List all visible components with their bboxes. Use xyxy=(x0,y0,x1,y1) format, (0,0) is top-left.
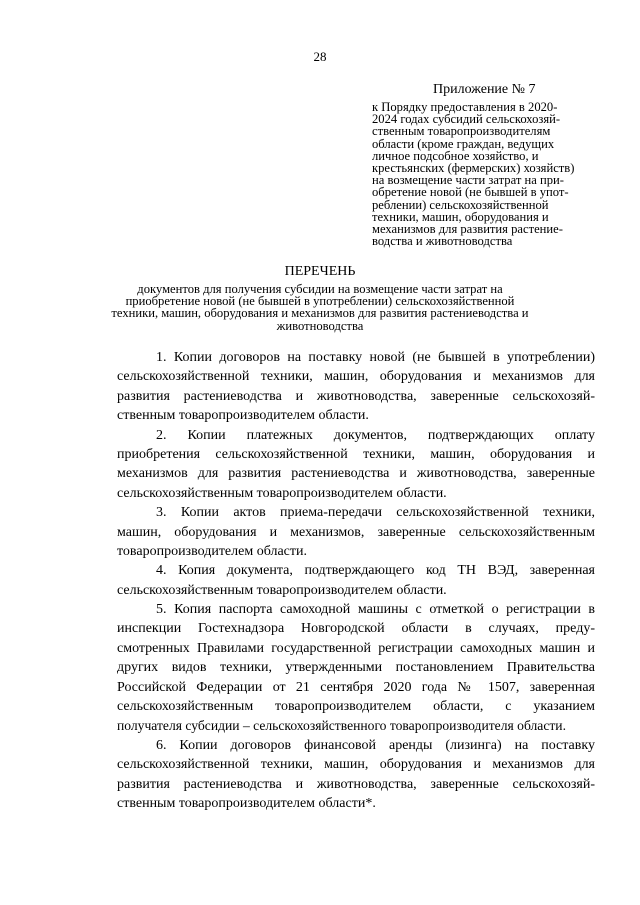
appendix-reference-line: реблении) сельскохозяйственной xyxy=(372,197,549,212)
document-subtitle-line: документов для получения субсидии на возмещение части затрат на xyxy=(137,282,503,296)
appendix-reference xyxy=(372,101,574,247)
list-item-line: сельскохозяйственным товаропроизводителем области. xyxy=(117,485,447,501)
appendix-title: Приложение № 7 xyxy=(433,82,536,97)
list-item-line: сельскохозяйственной техники, машин, оборудования и механизмов для xyxy=(117,369,595,385)
list-item-line: 1. Копии договоров на поставку новой (не бывшей в употреблении) xyxy=(156,350,595,365)
list-item-line: ственным товаропроизводителем области. xyxy=(117,408,369,424)
list-item-line: 5. Копия паспорта самоходной машины с отметкой о регистрации в xyxy=(156,602,595,618)
list-item-line: Российской Федерации от 21 сентября 2020 года № 1507, заверенная xyxy=(117,679,595,695)
page-number: 28 xyxy=(313,49,327,64)
list-item-line: 6. Копии договоров финансовой аренды (лизинга) на поставку xyxy=(156,737,595,753)
list-item-line: 2. Копии платежных документов, подтверждающих оплату xyxy=(156,427,595,443)
list-item-line: 4. Копия документа, подтверждающего код ТН ВЭД, заверенная xyxy=(156,563,595,579)
list-item-line: товаропроизводителем области. xyxy=(117,543,308,559)
list-item-line: развития растениеводства и животноводства, заверенные сельскохозяй- xyxy=(117,776,595,792)
list-item-line: смотренных Правилами государственной регистрации самоходных машин и xyxy=(117,640,595,656)
list-item-line: 3. Копии актов приема-передачи сельскохозяйственной техники, xyxy=(156,505,595,521)
list-item-line: получателя субсидии – сельскохозяйственного товаропроизводителя области. xyxy=(117,718,566,734)
appendix-reference-line: области (кроме граждан, ведущих xyxy=(372,136,555,151)
list-item-line: машин, оборудования и механизмов, заверенные сельскохозяйственным xyxy=(117,524,595,540)
appendix-reference-line: крестьянских (фермерских) хозяйств) xyxy=(372,161,575,176)
list-item-line: механизмов для развития растениеводства и животноводства, заверенные xyxy=(117,466,595,482)
list-item-line: развития растениеводства и животноводства, заверенные сельскохозяй- xyxy=(117,388,595,404)
list-item-line: других видов техники, утвержденными постановлением Правительства xyxy=(117,660,595,676)
appendix-reference-line: на возмещение части затрат на при- xyxy=(372,173,564,188)
appendix-reference-line: техники, машин, оборудования и xyxy=(372,209,549,224)
list-item-line: ственным товаропроизводителем области*. xyxy=(117,795,376,811)
list-item-line: сельскохозяйственной техники, машин, оборудования и механизмов для xyxy=(117,757,595,773)
document-subtitle xyxy=(0,283,640,332)
document-subtitle-line: техники, машин, оборудования и механизмов для развития растениеводства и xyxy=(111,306,529,321)
documents-list xyxy=(117,348,595,813)
list-item-line: инспекции Гостехнадзора Новгородской области в случаях, преду- xyxy=(117,621,595,637)
appendix-reference-line: механизмов для развития растение- xyxy=(372,222,563,237)
list-item-line: сельскохозяйственным товаропроизводителем области, с указанием xyxy=(117,699,595,715)
appendix-reference-line: 2024 годах субсидий сельскохозяй- xyxy=(372,112,561,127)
appendix-reference-line: ственным товаропроизводителям xyxy=(372,124,551,139)
appendix-reference-line: водства и животноводства xyxy=(372,234,513,249)
appendix-reference-line: обретение новой (не бывшей в упот- xyxy=(372,185,569,200)
document-title: ПЕРЕЧЕНЬ xyxy=(284,264,356,279)
document-subtitle-line: животноводства xyxy=(276,318,364,333)
appendix-reference-line: личное подсобное хозяйство, и xyxy=(372,148,539,163)
list-item-line: сельскохозяйственным товаропроизводителем области. xyxy=(117,582,447,598)
document-subtitle-line: приобретение новой (не бывшей в употреблении) сельскохозяйственной xyxy=(125,294,515,309)
list-item-line: приобретения сельскохозяйственной техники, машин, оборудования и xyxy=(117,446,595,462)
appendix-reference-line: к Порядку предоставления в 2020- xyxy=(372,100,558,114)
